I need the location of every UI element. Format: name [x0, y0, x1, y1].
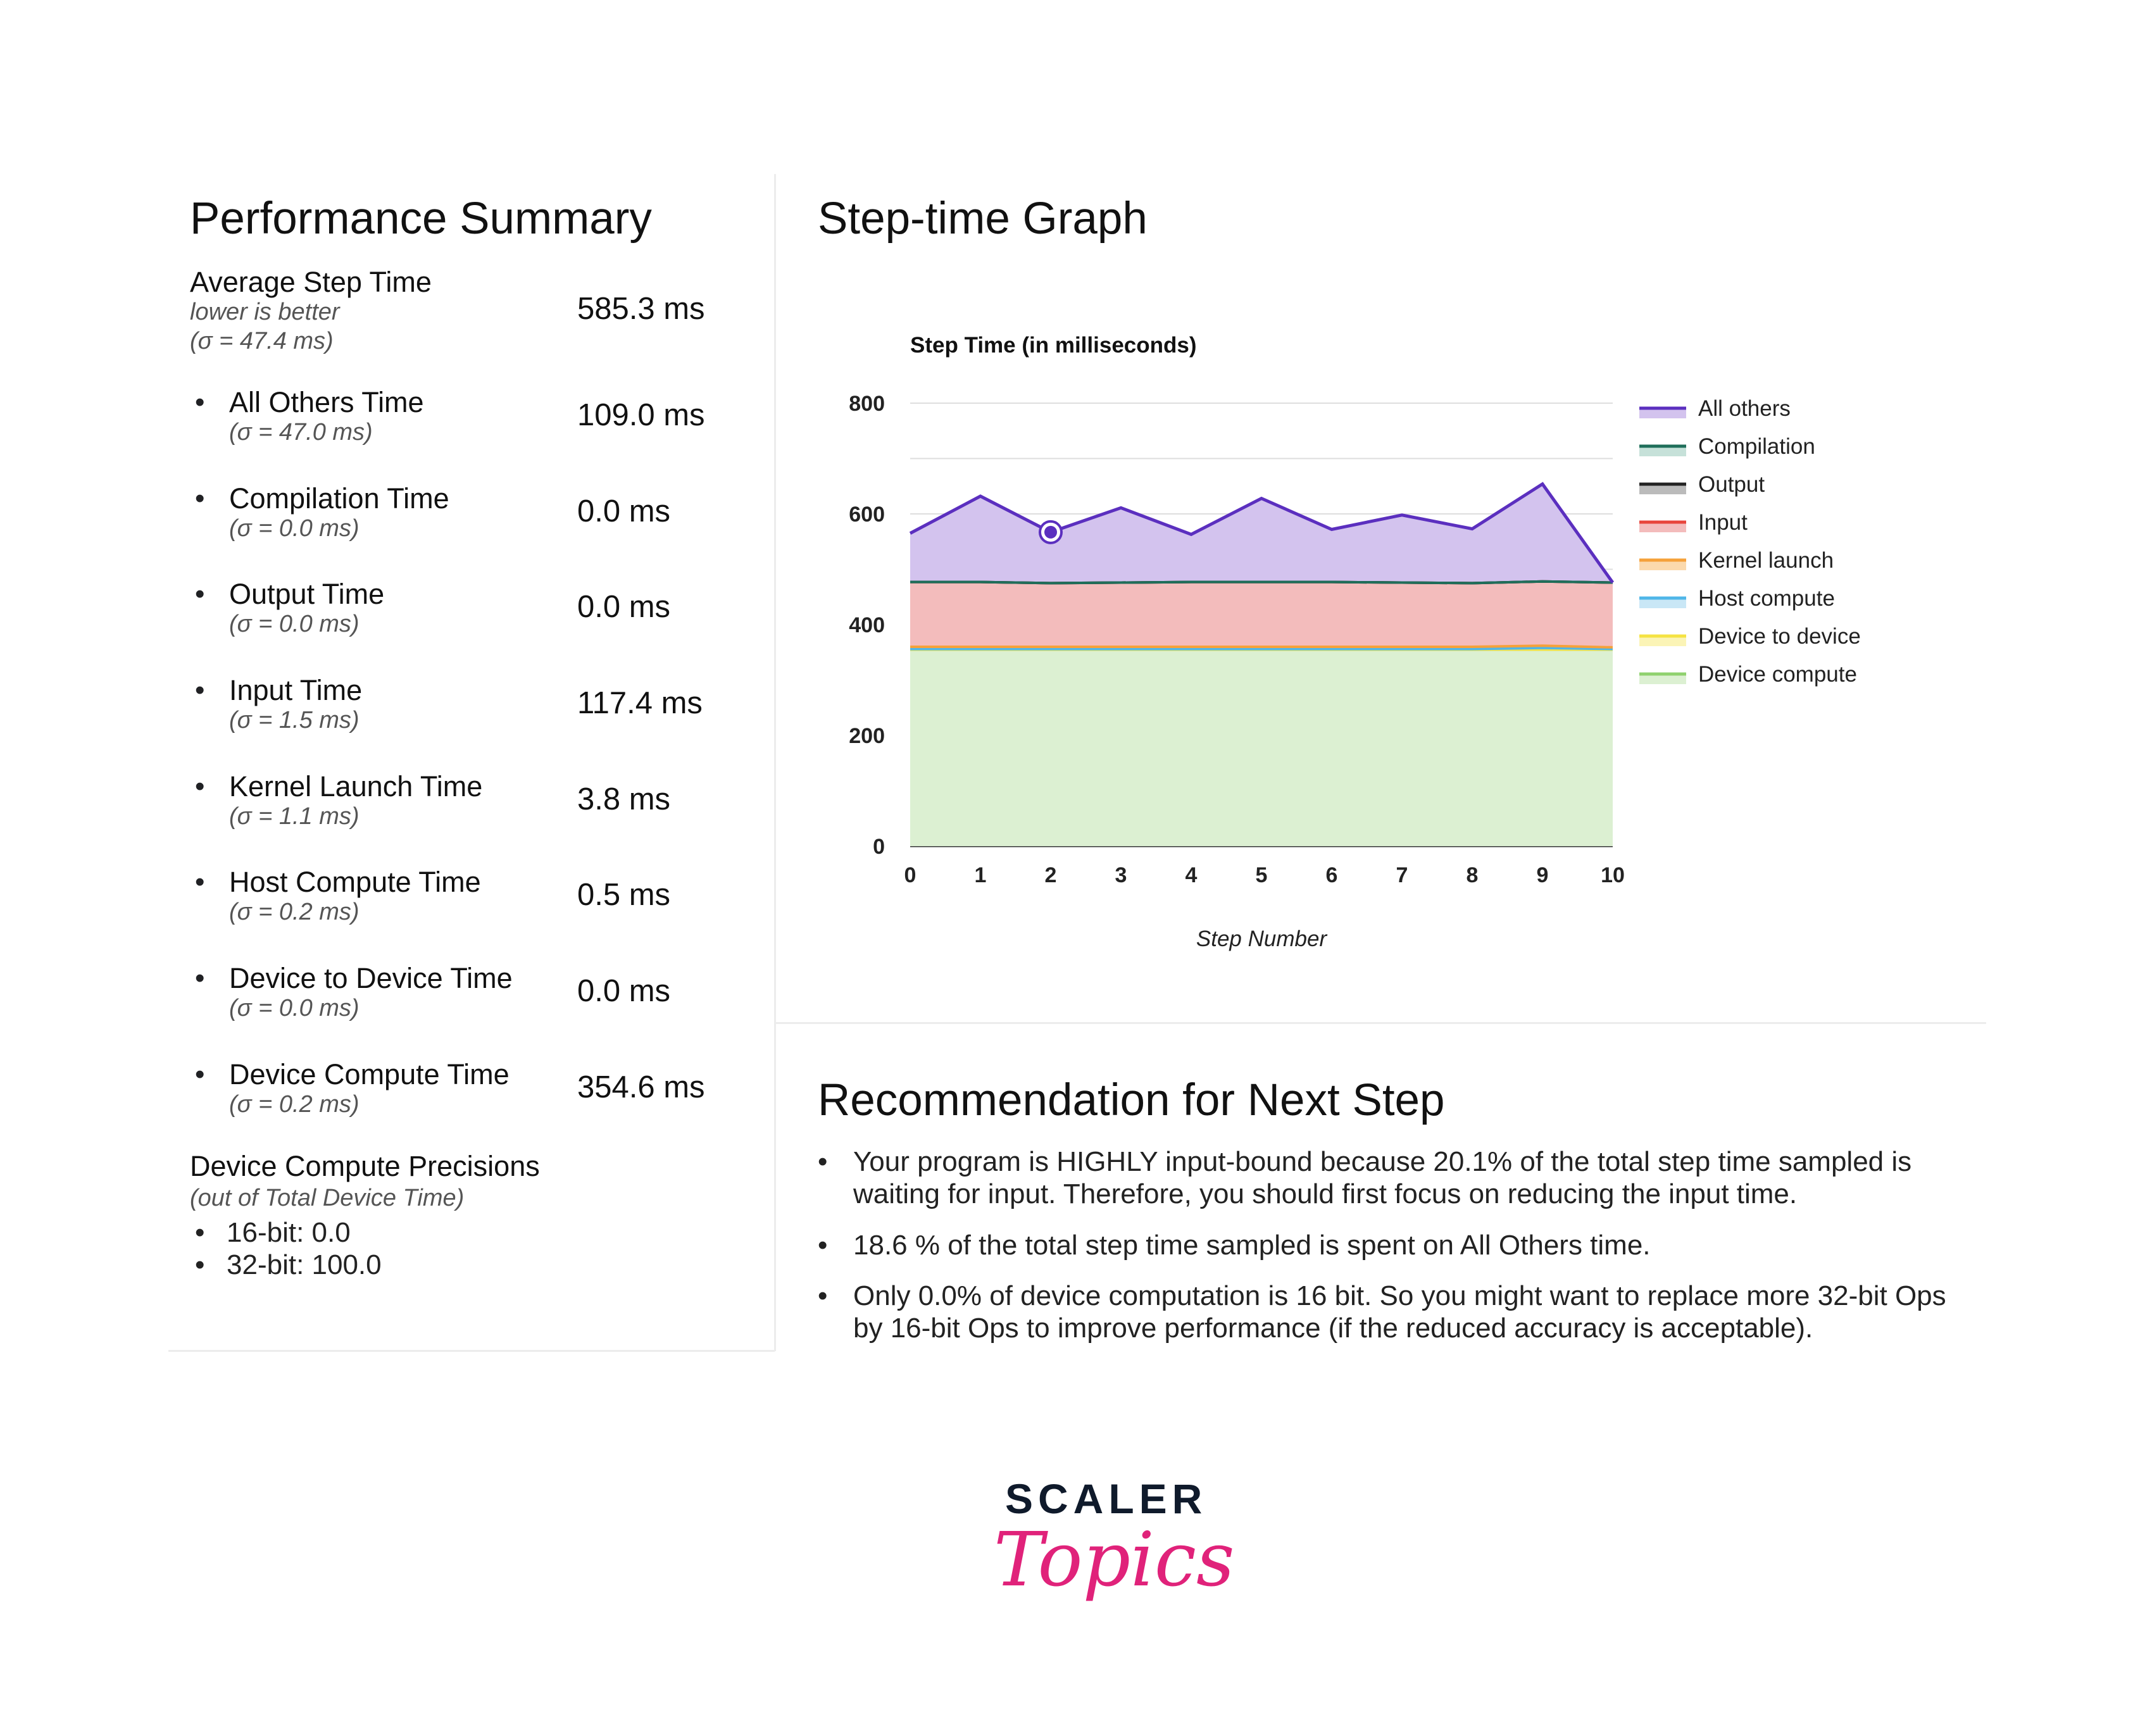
legend-label: Kernel launch [1698, 548, 1834, 573]
metric-row [190, 674, 722, 744]
bullet: • [195, 578, 205, 609]
y-tick-label: 400 [849, 613, 885, 637]
average-step-time-label: Average Step Time [190, 266, 432, 298]
metric-sigma: (σ = 1.1 ms) [229, 803, 360, 830]
metric-row [190, 386, 722, 456]
average-step-time-value: 585.3 ms [577, 292, 705, 326]
legend-label: Device compute [1698, 662, 1857, 687]
logo-wordmark: SCALER [1005, 1475, 1208, 1522]
scaler-topics-logo [987, 1468, 1235, 1639]
metric-label: Device Compute Time [229, 1058, 510, 1090]
legend-item[interactable] [1639, 472, 1765, 497]
legend-item[interactable] [1639, 624, 1861, 649]
metric-sigma: (σ = 1.5 ms) [229, 707, 360, 734]
metric-sigma: (σ = 0.0 ms) [229, 995, 360, 1021]
metric-value: 0.0 ms [577, 494, 671, 528]
line-compilation [910, 582, 1613, 584]
x-tick-label: 5 [1255, 863, 1268, 887]
metric-label: Host Compute Time [229, 866, 481, 898]
area-device-compute [910, 649, 1613, 846]
metric-value: 109.0 ms [577, 398, 705, 432]
bullet: • [195, 771, 205, 802]
recommendation-item: • 18.6 % of the total step time sampled is spent on All Others time. [818, 1230, 1651, 1261]
legend-item[interactable] [1639, 396, 1791, 421]
bullet: • [195, 675, 205, 706]
metric-row [190, 1058, 722, 1128]
recommendation-item: • Your program is HIGHLY input-bound because 20.1% of the total step time sampled is waiting for input. Therefore, you should first focus on reducing the input time. [818, 1146, 1912, 1209]
metric-row [190, 578, 722, 647]
y-tick-label: 0 [873, 835, 885, 859]
average-step-time-sigma: (σ = 47.4 ms) [190, 328, 334, 354]
legend-item[interactable] [1639, 662, 1857, 687]
precisions-note: (out of Total Device Time) [190, 1185, 465, 1211]
svg-text:Topics: Topics [994, 1516, 1235, 1603]
x-tick-label: 3 [1115, 863, 1127, 887]
bullet: • [195, 387, 205, 418]
graph-bottom-divider [776, 1022, 1986, 1024]
metric-label: Input Time [229, 674, 363, 706]
x-tick-label: 1 [974, 863, 987, 887]
performance-summary-title: Performance Summary [190, 194, 652, 244]
x-tick-label: 6 [1325, 863, 1338, 887]
x-tick-label: 2 [1044, 863, 1057, 887]
metric-value: 0.0 ms [577, 590, 671, 624]
chart-title: Step Time (in milliseconds) [910, 333, 1197, 358]
bullet: • [195, 1059, 205, 1090]
metric-sigma: (σ = 0.2 ms) [229, 1091, 360, 1118]
x-tick-label: 8 [1466, 863, 1479, 887]
x-axis-label: Step Number [1196, 927, 1327, 951]
metric-row [190, 770, 722, 840]
y-tick-label: 200 [849, 724, 885, 748]
metric-value: 117.4 ms [577, 686, 703, 720]
y-tick-label: 600 [849, 503, 885, 527]
bullet: • [195, 483, 205, 514]
average-step-time [190, 266, 722, 361]
recommendation-title: Recommendation for Next Step [818, 1075, 1445, 1125]
precision-item-32bit: • 32-bit: 100.0 [195, 1249, 382, 1280]
highlighted-point[interactable] [1044, 526, 1057, 539]
x-tick-label: 0 [904, 863, 916, 887]
legend-label: Output [1698, 472, 1765, 497]
precision-item-16bit: • 16-bit: 0.0 [195, 1217, 351, 1248]
precisions-title: Device Compute Precisions [190, 1150, 540, 1182]
metric-sigma: (σ = 47.0 ms) [229, 419, 373, 446]
legend-item[interactable] [1639, 548, 1834, 573]
line-host-compute [910, 648, 1613, 649]
metric-row [190, 866, 722, 935]
legend-label: All others [1698, 396, 1791, 421]
metric-label: Compilation Time [229, 482, 449, 515]
step-time-graph-title: Step-time Graph [818, 194, 1148, 244]
bullet: • [195, 963, 205, 994]
x-tick-label: 10 [1601, 863, 1625, 887]
step-time-chart [823, 316, 1899, 975]
metric-sigma: (σ = 0.2 ms) [229, 899, 360, 925]
legend-item[interactable] [1639, 510, 1748, 535]
legend-label: Device to device [1698, 624, 1861, 649]
metric-sigma: (σ = 0.0 ms) [229, 515, 360, 542]
recommendation-item: • Only 0.0% of device computation is 16 bit. So you might want to replace more 32-bit Ops by 16-bit Ops to improve performance (if the reduced accuracy is acceptable). [818, 1280, 1946, 1344]
metric-label: Output Time [229, 578, 385, 610]
metric-value: 0.0 ms [577, 974, 671, 1008]
metric-value: 0.5 ms [577, 878, 671, 912]
metric-value: 3.8 ms [577, 782, 671, 816]
summary-bottom-divider [168, 1350, 775, 1352]
x-tick-label: 4 [1185, 863, 1198, 887]
legend-item[interactable] [1639, 586, 1835, 611]
bullet: • [195, 866, 205, 897]
logo-script-icon [987, 1513, 1235, 1639]
metric-label: Kernel Launch Time [229, 770, 483, 802]
vertical-divider [774, 174, 776, 1351]
metric-value: 354.6 ms [577, 1070, 705, 1104]
area-input [910, 582, 1613, 647]
x-tick-label: 7 [1396, 863, 1408, 887]
metric-row [190, 962, 722, 1032]
metric-label: All Others Time [229, 386, 424, 418]
line-kernel-launch [910, 646, 1613, 647]
x-tick-label: 9 [1536, 863, 1549, 887]
metric-row [190, 482, 722, 552]
legend-label: Compilation [1698, 434, 1815, 459]
metric-label: Device to Device Time [229, 962, 513, 994]
average-step-time-note: lower is better [190, 299, 340, 325]
legend-label: Input [1698, 510, 1748, 535]
legend-item[interactable] [1639, 434, 1815, 459]
legend-label: Host compute [1698, 586, 1835, 611]
metric-sigma: (σ = 0.0 ms) [229, 611, 360, 637]
y-tick-label: 800 [849, 392, 885, 416]
